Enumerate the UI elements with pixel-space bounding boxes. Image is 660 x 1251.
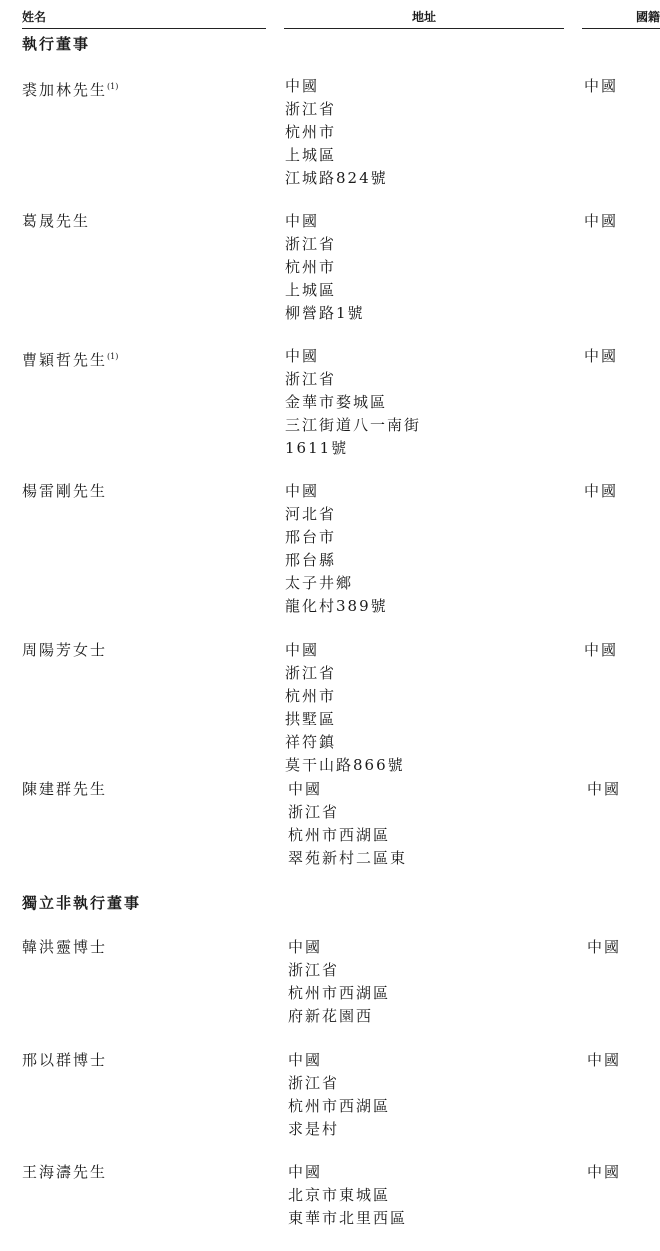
address-line: 杭州市: [285, 687, 337, 705]
address-line: 江城路824號: [285, 169, 388, 187]
director-address: [288, 936, 390, 1028]
director-address: [285, 75, 388, 190]
section-title-executive-directors: 執行董事: [22, 35, 91, 53]
address-line: 東華市北里西區: [288, 1209, 408, 1227]
director-name: 曹穎哲先生$^{(1)}$: [22, 351, 119, 369]
address-line: 浙江省: [285, 235, 337, 253]
address-line: 拱墅區: [285, 710, 337, 728]
header-nationality: 國籍: [582, 8, 660, 29]
address-line: 中國: [288, 938, 323, 956]
footnote-marker: (1): [107, 352, 119, 361]
director-nationality: 中國: [587, 780, 622, 798]
director-nationality: 中國: [587, 1163, 622, 1181]
address-line: 浙江省: [285, 370, 337, 388]
address-line: 河北省: [285, 505, 337, 523]
address-line: 杭州市西湖區: [288, 826, 391, 844]
director-nationality: 中國: [587, 938, 622, 956]
address-line: 杭州市西湖區: [288, 1097, 391, 1115]
address-line: 中國: [285, 212, 320, 230]
address-line: 浙江省: [285, 664, 337, 682]
director-address: [285, 480, 388, 618]
director-nationality: 中國: [584, 77, 619, 95]
section-title-independent-directors: 獨立非執行董事: [22, 894, 142, 912]
address-line: 府新花園西: [288, 1007, 374, 1025]
director-nationality: 中國: [584, 347, 619, 365]
director-name: 周陽芳女士: [22, 641, 108, 659]
address-line: 莫干山路866號: [285, 756, 405, 774]
director-name: 王海濤先生: [22, 1163, 108, 1181]
header-address: 地址: [284, 8, 564, 29]
address-line: 浙江省: [288, 961, 340, 979]
address-line: 金華市婺城區: [285, 393, 388, 411]
address-line: 中國: [288, 1051, 323, 1069]
header-name: 姓名: [22, 8, 266, 29]
director-name: 邢以群博士: [22, 1051, 108, 1069]
address-line: 柳營路1號: [285, 304, 365, 322]
address-line: 浙江省: [288, 803, 340, 821]
address-line: 邢台市: [285, 528, 337, 546]
address-line: 中國: [288, 780, 323, 798]
director-address: [285, 345, 421, 460]
director-name: 陳建群先生: [22, 780, 108, 798]
address-line: 中國: [288, 1163, 323, 1181]
address-line: 中國: [285, 482, 320, 500]
address-line: 祥符鎮: [285, 733, 337, 751]
address-line: 杭州市: [285, 258, 337, 276]
footnote-marker: (1): [107, 82, 119, 91]
director-name: 葛晟先生: [22, 212, 91, 230]
table-header: [0, 0, 660, 30]
address-line: 翠苑新村二區東: [288, 849, 408, 867]
director-name: 裘加林先生$^{(1)}$: [22, 81, 119, 99]
address-line: 中國: [285, 347, 320, 365]
director-address: [288, 778, 407, 870]
address-line: 北京市東城區: [288, 1186, 391, 1204]
address-line: 求是村: [288, 1120, 340, 1138]
director-address: [285, 639, 405, 777]
address-line: 邢台縣: [285, 551, 337, 569]
address-line: 上城區: [285, 146, 337, 164]
address-line: 中國: [285, 77, 320, 95]
director-nationality: 中國: [584, 482, 619, 500]
address-line: 上城區: [285, 281, 337, 299]
director-name: 楊雷剛先生: [22, 482, 108, 500]
director-nationality: 中國: [584, 212, 619, 230]
director-address: [285, 210, 365, 325]
address-line: 浙江省: [285, 100, 337, 118]
address-line: 1611號: [285, 439, 349, 457]
director-address: [288, 1161, 407, 1230]
address-line: 龍化村389號: [285, 597, 388, 615]
address-line: 杭州市西湖區: [288, 984, 391, 1002]
address-line: 杭州市: [285, 123, 337, 141]
director-nationality: 中國: [587, 1051, 622, 1069]
director-name: 韓洪靈博士: [22, 938, 108, 956]
director-address: [288, 1049, 390, 1141]
address-line: 太子井鄉: [285, 574, 354, 592]
address-line: 中國: [285, 641, 320, 659]
address-line: 三江街道八一南街: [285, 416, 422, 434]
address-line: 浙江省: [288, 1074, 340, 1092]
director-nationality: 中國: [584, 641, 619, 659]
